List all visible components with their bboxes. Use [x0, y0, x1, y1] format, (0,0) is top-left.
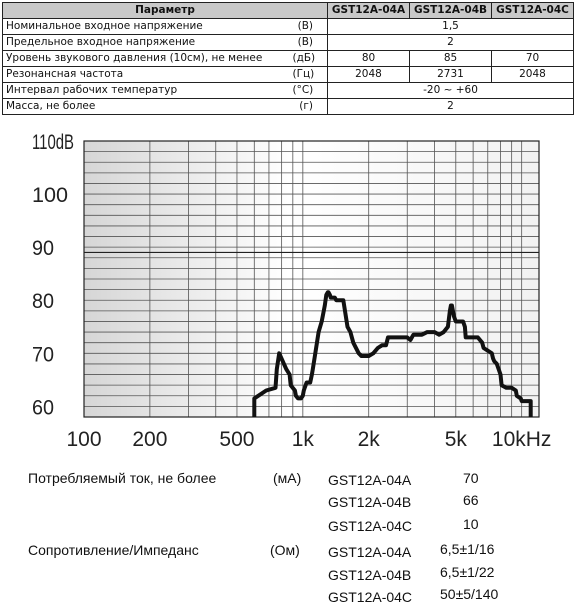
y-axis-labels [32, 131, 74, 419]
param-unit: (Гц) [290, 67, 328, 83]
x-tick-label: 500 [219, 428, 255, 451]
param-value: -20 ~ +60 [328, 83, 574, 99]
current-unit: (мА) [273, 470, 302, 486]
x-tick-label: 200 [132, 428, 168, 451]
param-value-c: 70 [492, 51, 574, 67]
param-name: Масса, не более [3, 99, 290, 115]
table-row [3, 19, 574, 35]
table-row [3, 83, 574, 99]
x-tick-label: 10kHz [491, 428, 552, 451]
param-value-c: 2048 [492, 67, 574, 83]
param-value: 2 [328, 99, 574, 115]
table-row [3, 35, 574, 51]
param-name: Интервал рабочих температур [3, 83, 290, 99]
param-value-a: 80 [328, 51, 410, 67]
impedance-label: Сопротивление/Импеданс [28, 542, 199, 558]
x-tick-label: 1k [291, 428, 314, 451]
header-model-a: GST12A-04A [328, 3, 410, 19]
table-row [3, 51, 574, 67]
param-value-b: 85 [410, 51, 492, 67]
current-model-b: GST12A-04B [328, 494, 412, 510]
impedance-model-a: GST12A-04A [328, 544, 412, 560]
param-name: Предельное входное напряжение [3, 35, 290, 51]
param-value: 1,5 [328, 19, 574, 35]
param-unit: (В) [290, 35, 328, 51]
impedance-value-c: 50±5/140 [440, 586, 499, 602]
impedance-value-b: 6,5±1/22 [440, 564, 495, 580]
y-tick-label: 70 [32, 343, 54, 367]
x-tick-label: 100 [66, 428, 102, 451]
current-label: Потребляемый ток, не более [28, 470, 217, 486]
header-model-c: GST12A-04C [492, 3, 574, 19]
y-tick-label: 110dB [32, 131, 74, 154]
impedance-unit: (Ом) [270, 542, 300, 558]
y-tick-label: 90 [32, 237, 54, 261]
impedance-model-b: GST12A-04B [328, 567, 412, 583]
param-unit: (г) [290, 99, 328, 115]
current-value-b: 66 [463, 492, 479, 508]
param-unit: (дБ) [290, 51, 328, 67]
y-tick-label: 60 [32, 396, 54, 420]
param-value: 2 [328, 35, 574, 51]
current-model-c: GST12A-04C [328, 518, 413, 534]
param-name: Уровень звукового давления (10см), не менее [3, 51, 290, 67]
param-unit: (В) [290, 19, 328, 35]
y-tick-label: 80 [32, 290, 54, 314]
impedance-model-c: GST12A-04C [328, 589, 413, 605]
param-unit: (°С) [290, 83, 328, 99]
table-row [3, 67, 574, 83]
table-header-row [3, 3, 574, 19]
x-tick-label: 5k [444, 428, 467, 451]
x-axis-labels [66, 428, 551, 451]
impedance-value-a: 6,5±1/16 [440, 541, 495, 557]
param-value-b: 2731 [410, 67, 492, 83]
spec-table [2, 2, 574, 115]
param-name: Номинальное входное напряжение [3, 19, 290, 35]
current-model-a: GST12A-04A [328, 472, 412, 488]
header-param: Параметр [3, 3, 328, 19]
header-model-b: GST12A-04B [410, 3, 492, 19]
table-row [3, 99, 574, 115]
y-tick-label: 100 [32, 184, 68, 208]
current-value-a: 70 [463, 470, 479, 486]
current-value-c: 10 [463, 516, 479, 532]
param-value-a: 2048 [328, 67, 410, 83]
frequency-response-chart [0, 130, 576, 465]
param-name: Резонансная частота [3, 67, 290, 83]
x-tick-label: 2k [357, 428, 380, 451]
